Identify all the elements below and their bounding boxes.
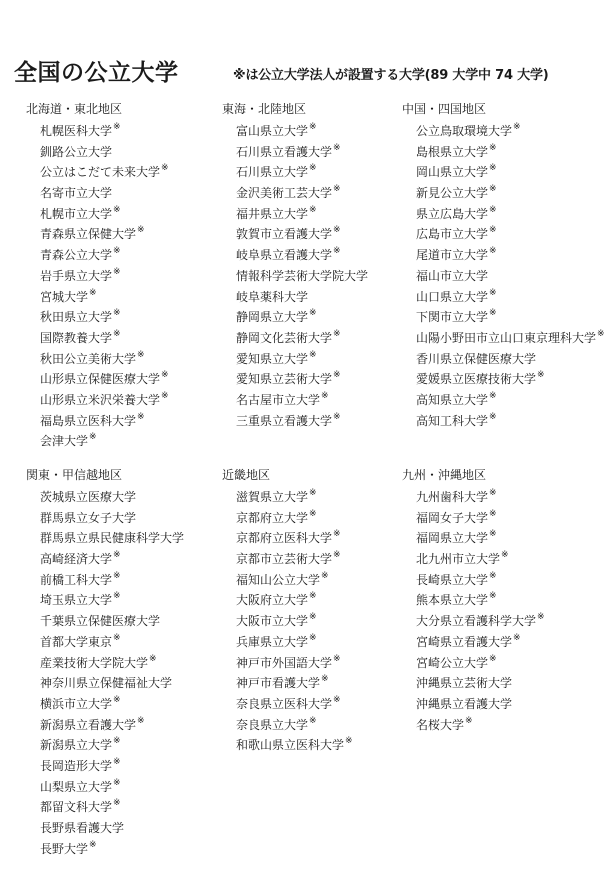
university-name: 神戸市看護大学 (236, 676, 321, 691)
corporation-mark: ※ (333, 142, 341, 153)
university-list (236, 487, 353, 756)
university-name: 名古屋市立大学 (236, 392, 321, 407)
corporation-mark: ※ (113, 591, 121, 602)
corporation-mark: ※ (309, 591, 317, 602)
corporation-mark: ※ (489, 411, 497, 422)
university-item (236, 162, 368, 183)
corporation-mark: ※ (309, 488, 317, 498)
corporation-mark: ※ (137, 715, 145, 726)
university-name: 愛知県立大学 (236, 351, 309, 366)
university-item (416, 183, 605, 204)
university-name: 国際教養大学 (40, 330, 113, 345)
university-item (236, 224, 368, 245)
region-heading: 近畿地区 (222, 468, 271, 482)
corporation-mark: ※ (489, 142, 497, 153)
university-item (236, 590, 353, 611)
university-name: 北九州市立大学 (416, 552, 501, 567)
page-header (14, 52, 594, 92)
corporation-mark: ※ (321, 390, 329, 401)
university-item (236, 307, 368, 328)
university-item (40, 431, 169, 452)
university-name: 釧路公立大学 (40, 144, 113, 159)
university-name: 名寄市立大学 (40, 186, 113, 201)
university-name: 尾道市立大学 (416, 248, 489, 263)
corporation-mark: ※ (113, 756, 121, 767)
university-name: 福知山公立大学 (236, 572, 321, 587)
university-name: 石川県立大学 (236, 165, 309, 180)
university-item (40, 369, 169, 390)
region-hokkaido-tohoku (26, 102, 169, 452)
university-item (236, 245, 368, 266)
corporation-mark: ※ (113, 570, 121, 581)
university-item (40, 777, 184, 798)
university-item (236, 121, 368, 142)
university-item (236, 508, 353, 529)
corporation-mark: ※ (113, 632, 121, 643)
university-item (236, 673, 353, 694)
region-kanto-koshinetsu (26, 468, 185, 859)
university-item (236, 369, 368, 390)
university-name: 福岡女子大学 (416, 510, 489, 525)
corporation-mark: ※ (113, 308, 121, 319)
university-item (416, 349, 605, 370)
university-name: 新潟県立看護大学 (40, 717, 137, 732)
corporation-mark: ※ (597, 328, 605, 339)
university-item (236, 528, 353, 549)
university-item (40, 307, 169, 328)
university-item (236, 611, 353, 632)
university-item (416, 390, 605, 411)
corporation-mark: ※ (113, 122, 121, 132)
corporation-mark: ※ (137, 225, 145, 236)
university-item (40, 411, 169, 432)
university-item (40, 673, 184, 694)
university-list (40, 487, 184, 859)
university-name: 長岡造形大学 (40, 758, 113, 773)
university-name: 県立広島大学 (416, 206, 489, 221)
university-name: 京都府立医科大学 (236, 531, 333, 546)
university-name: 札幌医科大学 (40, 124, 113, 138)
corporation-mark: ※ (489, 570, 497, 581)
university-item (40, 653, 184, 674)
university-name: 岐阜県立看護大学 (236, 248, 333, 263)
university-item (40, 715, 184, 736)
page-title: 全国の公立大学 (14, 60, 179, 86)
corporation-mark: ※ (333, 225, 341, 236)
university-item (40, 818, 184, 839)
university-name: 千葉県立保健医療大学 (40, 614, 161, 629)
university-name: 滋賀県立大学 (236, 490, 309, 504)
university-item (416, 224, 605, 245)
corporation-mark: ※ (137, 349, 145, 360)
university-name: 和歌山県立医科大学 (236, 738, 345, 753)
university-item (236, 632, 353, 653)
university-name: 山口県立大学 (416, 289, 489, 304)
corporation-mark: ※ (149, 653, 157, 664)
university-item (416, 328, 605, 349)
university-name: 長崎県立大学 (416, 572, 489, 587)
university-name: 沖縄県立看護大学 (416, 696, 513, 711)
corporation-mark: ※ (113, 246, 121, 257)
corporation-mark: ※ (89, 287, 97, 298)
corporation-mark: ※ (333, 328, 341, 339)
university-item (40, 797, 184, 818)
university-item (40, 487, 184, 508)
university-name: 産業技術大学院大学 (40, 655, 149, 670)
corporation-mark: ※ (113, 204, 121, 215)
region-tokai-hokuriku (222, 102, 369, 431)
university-name: 青森公立大学 (40, 248, 113, 263)
university-name: 公立鳥取環境大学 (416, 124, 513, 138)
corporation-mark: ※ (309, 308, 317, 319)
university-name: 首都大学東京 (40, 634, 113, 649)
university-item (236, 570, 353, 591)
university-name: 香川県立保健医療大学 (416, 351, 537, 366)
page-subtitle: ※は公立大学法人が設置する大学(89 大学中 74 大学) (233, 68, 549, 83)
university-name: 群馬県立女子大学 (40, 510, 137, 525)
corporation-mark: ※ (89, 839, 97, 850)
university-name: 福岡県立大学 (416, 531, 489, 546)
corporation-mark: ※ (489, 287, 497, 298)
region-kyushu-okinawa (402, 468, 545, 735)
university-name: 岡山県立大学 (416, 165, 489, 180)
university-name: 秋田公立美術大学 (40, 351, 137, 366)
region-heading: 中国・四国地区 (402, 102, 487, 116)
university-name: 山梨県立大学 (40, 779, 113, 794)
university-item (416, 287, 605, 308)
corporation-mark: ※ (113, 736, 121, 747)
corporation-mark: ※ (489, 204, 497, 215)
university-item (40, 528, 184, 549)
university-item (40, 349, 169, 370)
university-name: 名桜大学 (416, 717, 465, 732)
university-item (416, 570, 545, 591)
university-item (40, 204, 169, 225)
university-name: 長野大学 (40, 841, 89, 856)
university-list (236, 121, 368, 431)
university-name: 愛媛県立医療技術大学 (416, 372, 537, 387)
corporation-mark: ※ (465, 715, 473, 726)
corporation-mark: ※ (333, 550, 341, 561)
corporation-mark: ※ (113, 694, 121, 705)
corporation-mark: ※ (113, 266, 121, 277)
university-name: 群馬県立県民健康科学大学 (40, 531, 185, 546)
region-heading: 東海・北陸地区 (222, 102, 307, 116)
university-item (236, 204, 368, 225)
region-heading: 北海道・東北地区 (26, 102, 123, 116)
corporation-mark: ※ (489, 488, 497, 498)
corporation-mark: ※ (309, 508, 317, 519)
university-item (236, 287, 368, 308)
university-item (236, 349, 368, 370)
university-name: 京都市立芸術大学 (236, 552, 333, 567)
corporation-mark: ※ (537, 612, 545, 623)
university-item (416, 142, 605, 163)
university-item (236, 411, 368, 432)
university-item (236, 142, 368, 163)
university-name: 福山市立大学 (416, 268, 489, 283)
university-name: 福井県立大学 (236, 206, 309, 221)
university-item (416, 204, 605, 225)
corporation-mark: ※ (489, 163, 497, 174)
corporation-mark: ※ (113, 328, 121, 339)
university-item (416, 528, 545, 549)
university-name: 三重県立看護大学 (236, 413, 333, 428)
corporation-mark: ※ (333, 411, 341, 422)
university-item (40, 224, 169, 245)
university-name: 奈良県立医科大学 (236, 696, 333, 711)
university-name: 山形県立米沢栄養大学 (40, 392, 161, 407)
corporation-mark: ※ (161, 370, 169, 381)
university-name: 横浜市立大学 (40, 696, 113, 711)
corporation-mark: ※ (489, 390, 497, 401)
university-item (416, 245, 605, 266)
corporation-mark: ※ (489, 529, 497, 540)
university-name: 札幌市立大学 (40, 206, 113, 221)
university-item (416, 653, 545, 674)
corporation-mark: ※ (513, 122, 521, 132)
university-item (40, 839, 184, 860)
university-item (40, 570, 184, 591)
university-name: 福島県立医科大学 (40, 413, 137, 428)
university-name: 宮崎県立看護大学 (416, 634, 513, 649)
university-name: 情報科学芸術大学院大学 (236, 268, 369, 283)
corporation-mark: ※ (489, 246, 497, 257)
university-name: 大分県立看護科学大学 (416, 614, 537, 629)
university-name: 神奈川県立保健福祉大学 (40, 676, 173, 691)
university-list (40, 121, 169, 452)
corporation-mark: ※ (321, 570, 329, 581)
corporation-mark: ※ (333, 184, 341, 195)
university-item (236, 390, 368, 411)
university-item (416, 369, 605, 390)
corporation-mark: ※ (537, 370, 545, 381)
university-item (416, 508, 545, 529)
university-name: 下関市立大学 (416, 310, 489, 325)
region-heading: 九州・沖縄地区 (402, 468, 487, 482)
university-item (236, 266, 368, 287)
region-heading: 関東・甲信越地区 (26, 468, 123, 482)
university-item (416, 673, 545, 694)
university-item (40, 756, 184, 777)
university-name: 静岡文化芸術大学 (236, 330, 333, 345)
corporation-mark: ※ (89, 432, 97, 443)
corporation-mark: ※ (309, 632, 317, 643)
corporation-mark: ※ (309, 349, 317, 360)
university-name: 公立はこだて未来大学 (40, 165, 161, 180)
university-item (416, 411, 605, 432)
corporation-mark: ※ (309, 163, 317, 174)
university-name: 宮崎公立大学 (416, 655, 489, 670)
corporation-mark: ※ (309, 612, 317, 623)
university-name: 大阪市立大学 (236, 614, 309, 629)
university-name: 敦賀市立看護大学 (236, 227, 333, 242)
university-item (416, 632, 545, 653)
university-name: 新潟県立大学 (40, 738, 113, 753)
university-item (236, 653, 353, 674)
university-name: 長野県看護大学 (40, 821, 125, 835)
corporation-mark: ※ (489, 184, 497, 195)
corporation-mark: ※ (333, 246, 341, 257)
university-name: 大阪府立大学 (236, 593, 309, 608)
university-name: 富山県立大学 (236, 124, 309, 138)
university-name: 岩手県立大学 (40, 268, 113, 283)
university-item (40, 694, 184, 715)
university-item (40, 287, 169, 308)
university-name: 石川県立看護大学 (236, 144, 333, 159)
university-name: 埼玉県立大学 (40, 593, 113, 608)
corporation-mark: ※ (501, 550, 509, 561)
university-name: 前橋工科大学 (40, 572, 113, 587)
corporation-mark: ※ (113, 798, 121, 809)
university-item (416, 611, 545, 632)
corporation-mark: ※ (137, 411, 145, 422)
university-name: 高崎経済大学 (40, 552, 113, 567)
university-item (416, 307, 605, 328)
university-item (416, 590, 545, 611)
university-item (40, 508, 184, 529)
university-item (40, 328, 169, 349)
university-name: 高知県立大学 (416, 392, 489, 407)
university-name: 金沢美術工芸大学 (236, 186, 333, 201)
university-name: 沖縄県立芸術大学 (416, 676, 513, 691)
corporation-mark: ※ (333, 370, 341, 381)
corporation-mark: ※ (333, 529, 341, 540)
university-name: 青森県立保健大学 (40, 227, 137, 242)
corporation-mark: ※ (161, 390, 169, 401)
university-item (40, 390, 169, 411)
corporation-mark: ※ (333, 694, 341, 705)
university-name: 京都府立大学 (236, 510, 309, 525)
university-item (40, 266, 169, 287)
university-name: 茨城県立医療大学 (40, 490, 137, 504)
university-item (40, 590, 184, 611)
corporation-mark: ※ (489, 591, 497, 602)
university-name: 高知工科大学 (416, 413, 489, 428)
university-item (40, 183, 169, 204)
university-item (40, 611, 184, 632)
university-item (40, 142, 169, 163)
university-list (416, 121, 605, 431)
corporation-mark: ※ (321, 674, 329, 685)
university-name: 秋田県立大学 (40, 310, 113, 325)
university-item (236, 328, 368, 349)
university-name: 静岡県立大学 (236, 310, 309, 325)
university-name: 神戸市外国語大学 (236, 655, 333, 670)
university-name: 九州歯科大学 (416, 490, 489, 504)
university-name: 山陽小野田市立山口東京理科大学 (416, 330, 597, 345)
university-item (40, 162, 169, 183)
university-item (416, 162, 605, 183)
university-item (236, 735, 353, 756)
university-name: 広島市立大学 (416, 227, 489, 242)
corporation-mark: ※ (161, 163, 169, 174)
corporation-mark: ※ (345, 736, 353, 747)
university-item (40, 632, 184, 653)
corporation-mark: ※ (113, 777, 121, 788)
corporation-mark: ※ (489, 225, 497, 236)
corporation-mark: ※ (489, 653, 497, 664)
corporation-mark: ※ (489, 308, 497, 319)
university-item (416, 121, 605, 142)
university-item (40, 735, 184, 756)
university-name: 宮城大学 (40, 289, 89, 304)
corporation-mark: ※ (309, 204, 317, 215)
university-list (416, 487, 545, 735)
university-item (416, 715, 545, 736)
university-item (40, 245, 169, 266)
university-name: 新見公立大学 (416, 186, 489, 201)
university-name: 会津大学 (40, 434, 89, 449)
university-item (416, 694, 545, 715)
university-item (236, 694, 353, 715)
university-item (236, 487, 353, 508)
university-name: 岐阜薬科大学 (236, 289, 309, 304)
university-name: 島根県立大学 (416, 144, 489, 159)
corporation-mark: ※ (333, 653, 341, 664)
university-item (40, 121, 169, 142)
university-item (416, 549, 545, 570)
region-kinki (222, 468, 353, 756)
university-item (416, 266, 605, 287)
university-item (40, 549, 184, 570)
university-item (236, 183, 368, 204)
university-name: 兵庫県立大学 (236, 634, 309, 649)
university-name: 愛知県立芸術大学 (236, 372, 333, 387)
university-item (236, 715, 353, 736)
university-item (416, 487, 545, 508)
region-chugoku-shikoku (402, 102, 605, 431)
corporation-mark: ※ (309, 122, 317, 132)
corporation-mark: ※ (309, 715, 317, 726)
university-name: 都留文科大学 (40, 800, 113, 815)
university-name: 山形県立保健医療大学 (40, 372, 161, 387)
corporation-mark: ※ (489, 508, 497, 519)
university-item (236, 549, 353, 570)
university-name: 熊本県立大学 (416, 593, 489, 608)
corporation-mark: ※ (513, 632, 521, 643)
university-name: 奈良県立大学 (236, 717, 309, 732)
corporation-mark: ※ (113, 550, 121, 561)
